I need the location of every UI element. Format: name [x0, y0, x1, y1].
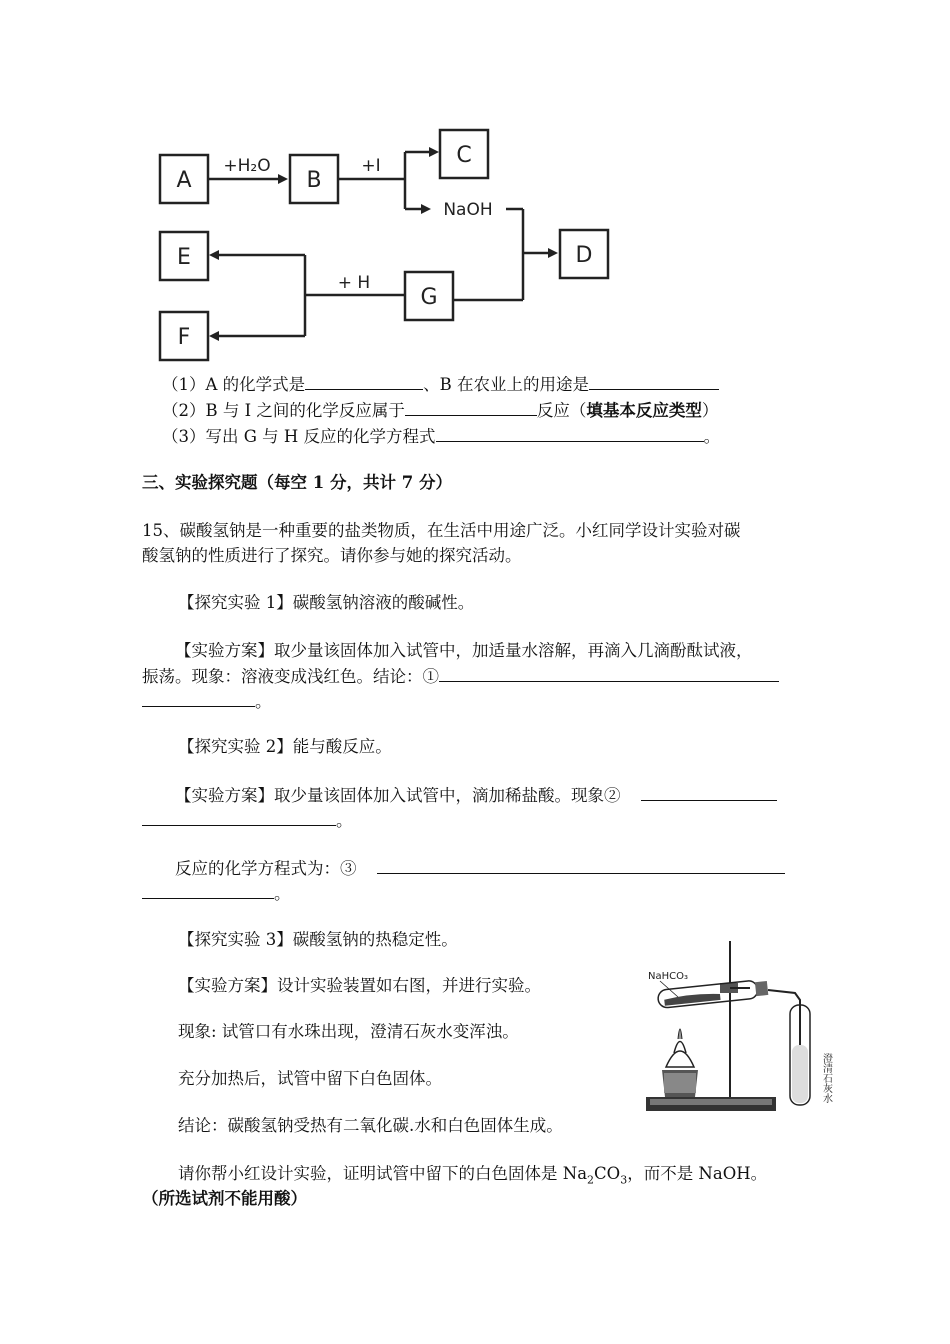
exp2-title: 【探究实验 2】能与酸反应。 — [178, 737, 392, 756]
formula-co: CO — [594, 1164, 621, 1183]
q14-1-blank-a[interactable] — [305, 373, 423, 390]
box-d-label: D — [575, 243, 593, 268]
section-title: 三、实验探究题（每空 1 分，共计 7 分） — [142, 473, 452, 492]
reaction-flow-diagram — [150, 125, 630, 365]
q14-2-prefix: （2）B 与 I 之间的化学反应属于 — [162, 401, 405, 420]
exp2-eq-end: 。 — [274, 884, 291, 903]
exp1-plan-line3 — [142, 690, 272, 713]
q14-2-bold: 填基本反应类型 — [586, 401, 702, 420]
q14-line3 — [162, 425, 720, 448]
q14-2-blank[interactable] — [405, 399, 537, 416]
nahco3-label: NaHCO₃ — [648, 971, 688, 982]
exp3-plan: 【实验方案】设计实验装置如右图，并进行实验。 — [178, 976, 541, 995]
formula-na: Na — [562, 1164, 588, 1183]
label-naoh: NaOH — [443, 200, 493, 220]
q14-1-prefix: （1）A 的化学式是 — [162, 375, 306, 394]
exp1-plan-line1: 【实验方案】取少量该固体加入试管中，加适量水溶解，再滴入几滴酚酞试液， — [175, 641, 753, 660]
label-plus-h: + H — [337, 273, 371, 293]
exp2-blank-2-cont[interactable] — [142, 809, 336, 826]
heating-apparatus-figure — [640, 935, 840, 1120]
q14-line2 — [162, 399, 718, 422]
q15-intro-line1: 15、碳酸氢钠是一种重要的盐类物质，在生活中用途广泛。小红同学设计实验对碳 — [142, 521, 741, 540]
q15-intro-line2: 酸氢钠的性质进行了探究。请你参与她的探究活动。 — [142, 546, 522, 565]
box-e-label: E — [177, 245, 191, 270]
exp2-end: 。 — [336, 811, 353, 830]
exp3-conclusion: 结论：碳酸氢钠受热有二氧化碳.水和白色固体生成。 — [178, 1116, 563, 1135]
task-post: ，而不是 NaOH。 — [627, 1164, 768, 1183]
exp2-blank-2[interactable] — [641, 784, 777, 801]
exp2-blank-3[interactable] — [377, 857, 785, 874]
box-c-label: C — [456, 143, 472, 168]
task-prefix: 请你帮小红设计实验，证明试管中留下的白色固体是 — [178, 1164, 563, 1183]
exp2-eq-text: 反应的化学方程式为：③ — [175, 859, 357, 878]
exp2-plan-line1 — [175, 784, 777, 807]
label-plus-i: +I — [361, 156, 381, 176]
q14-3-blank[interactable] — [436, 425, 704, 442]
exp2-blank-3-cont[interactable] — [142, 882, 274, 899]
exp1-end: 。 — [255, 692, 272, 711]
box-f-label: F — [177, 325, 191, 350]
box-g-label: G — [420, 285, 438, 310]
exp2-eq-line2 — [142, 882, 291, 905]
exp1-blank-1-cont[interactable] — [142, 690, 255, 707]
q14-2-mid: 反应（ — [536, 401, 587, 420]
box-a-label: A — [176, 168, 192, 193]
task-note: （所选试剂不能用酸） — [142, 1189, 307, 1208]
exp3-phenomenon: 现象: 试管口有水珠出现，澄清石灰水变浑浊。 — [178, 1022, 519, 1041]
q14-1-mid: 、B 在农业上的用途是 — [423, 375, 590, 394]
exp2-eq-line1 — [175, 857, 785, 880]
exp1-conclusion-prefix: 振荡。现象：溶液变成浅红色。结论：① — [142, 667, 439, 686]
exp1-blank-1[interactable] — [439, 665, 779, 682]
q14-2-end: ） — [701, 401, 719, 420]
q14-line1 — [162, 373, 719, 396]
formula-sub-3: 3 — [620, 1173, 628, 1187]
q14-1-blank-b[interactable] — [589, 373, 719, 390]
limewater-label: 澄清石灰水 — [820, 1053, 832, 1103]
exp2-plan-line2 — [142, 809, 353, 832]
exp1-title: 【探究实验 1】碳酸氢钠溶液的酸碱性。 — [178, 593, 475, 612]
exp3-heat: 充分加热后，试管中留下白色固体。 — [178, 1069, 442, 1088]
exp3-title: 【探究实验 3】碳酸氢钠的热稳定性。 — [178, 930, 458, 949]
formula-sub-2: 2 — [587, 1173, 595, 1187]
exp2-plan-text: 【实验方案】取少量该固体加入试管中，滴加稀盐酸。现象② — [175, 786, 621, 805]
q14-3-end: 。 — [703, 427, 721, 446]
box-b-label: B — [306, 168, 322, 193]
q14-3-prefix: （3）写出 G 与 H 反应的化学方程式 — [162, 427, 436, 446]
exp1-plan-line2 — [142, 665, 779, 688]
label-water: +H₂O — [223, 156, 271, 176]
